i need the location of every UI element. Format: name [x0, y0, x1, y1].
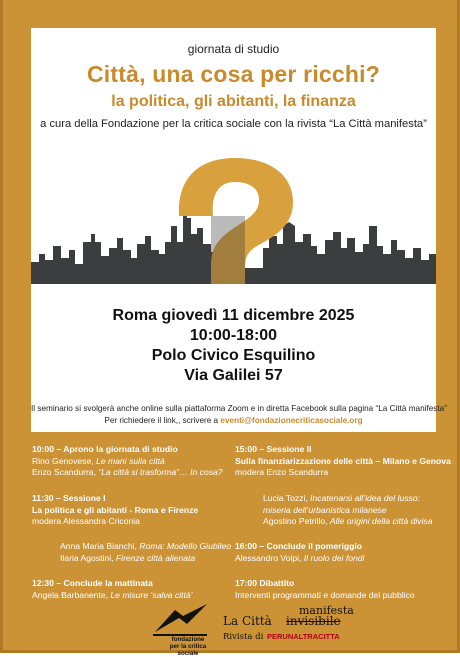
program-block-debate — [235, 578, 415, 601]
fondazione-line-1: fondazione — [171, 636, 205, 643]
talk-title: Le misure ‘salva città’ — [110, 589, 193, 600]
program-block-session-1-talks — [60, 541, 231, 564]
speaker-name: Rino Genovese, — [32, 455, 94, 466]
speaker-name: Anna Maria Bianchi, — [60, 541, 137, 551]
session-topic: Sulla finanziarizzazione delle città – Milano e Genova — [235, 455, 451, 466]
page-title: Città, una cosa per ricchi? — [87, 61, 380, 87]
speaker-name: Enzo Scandurra, — [32, 467, 97, 478]
speaker-name: Ilaria Agostini, — [60, 552, 114, 563]
event-address: Via Galilei 57 — [184, 367, 283, 384]
program-heading: 11:30 – Sessione I — [32, 493, 106, 503]
program-block-morning-close — [32, 578, 193, 601]
program-heading: 15:00 – Sessione II — [235, 444, 312, 454]
event-date: Roma giovedì 11 dicembre 2025 — [112, 307, 355, 324]
talk-title: “La città si trasforma”… In cosa? — [98, 467, 223, 478]
program-block-opening — [32, 444, 223, 479]
fondazione-line-2: per la critica sociale — [169, 643, 207, 657]
logo-rivista-text: Rivista di — [223, 632, 264, 642]
citta-manifesta-logo — [223, 604, 354, 648]
talk-title: Il ruolo dei fondi — [303, 552, 365, 563]
talk-title: Le mani sulla città — [96, 455, 165, 466]
contact-prefix: Per richiedere il link,, scrivere a — [104, 416, 219, 425]
logo-brand-text: PERUNALTRACITTA — [267, 632, 340, 641]
moderator: modera Alessandra Criconia — [32, 516, 140, 527]
logo-main-text: La Città — [223, 614, 272, 628]
contact-email-link[interactable]: eventi@fondazionecriticasociale.org — [220, 416, 363, 425]
title-panel — [31, 28, 447, 432]
program-heading: 10:00 – Aprono la giornata di studio — [32, 444, 178, 454]
talk-title: miseria dell’urbanistica milanese — [263, 504, 387, 515]
program-heading: 17:00 Dibattito — [235, 578, 295, 588]
skyline-question-illustration — [31, 154, 436, 284]
partner-logos — [3, 600, 460, 657]
speaker-name: Agostino Petrillo, — [263, 516, 328, 527]
curators-line: a cura della Fondazione per la critica sociale con la rivista “La Città manifesta” — [40, 118, 427, 130]
session-topic: La politica e gli abitanti - Roma e Firenze — [32, 504, 199, 515]
speaker-name: Alessandro Volpi, — [235, 552, 302, 563]
page-subtitle: la politica, gli abitanti, la finanza — [111, 93, 356, 110]
event-time: 10:00-18:00 — [189, 327, 278, 344]
program-block-session-1 — [32, 493, 198, 528]
kicker: giornata di studio — [187, 42, 280, 56]
speaker-name: Angela Barbanente, — [32, 589, 108, 600]
speaker-name: Lucia Tozzi, — [263, 493, 308, 503]
contact-line — [31, 416, 436, 425]
program-block-session-2-talks — [263, 493, 433, 528]
program-heading: 16:00 – Conclude il pomeriggio — [235, 541, 363, 551]
talk-title: Firenze città alienata — [115, 552, 196, 563]
program-block-afternoon-close — [235, 541, 364, 564]
talk-title: Alle origini della città divisa — [329, 516, 433, 527]
program-heading: 12:30 – Conclude la mattinata — [32, 578, 153, 588]
debate-description: Interventi programmati e domande del pubblico — [235, 589, 415, 600]
event-venue: Polo Civico Esquilino — [151, 347, 316, 364]
moderator: modera Enzo Scandurra — [235, 467, 329, 478]
program-block-session-2 — [235, 444, 451, 479]
logo-over-text: manifesta — [299, 604, 354, 617]
fondazione-logo-text — [163, 636, 213, 657]
talk-title: Incatenarsi all’idea del lusso: — [310, 493, 421, 503]
online-note: Il seminario si svolgerà anche online sulla piattaforma Zoom e in diretta Facebook sulla pagina “La Città manifesta” — [31, 404, 447, 413]
logo-struck-text: invisibile — [286, 614, 341, 628]
talk-title: Roma: Modello Giubileo — [139, 541, 232, 551]
